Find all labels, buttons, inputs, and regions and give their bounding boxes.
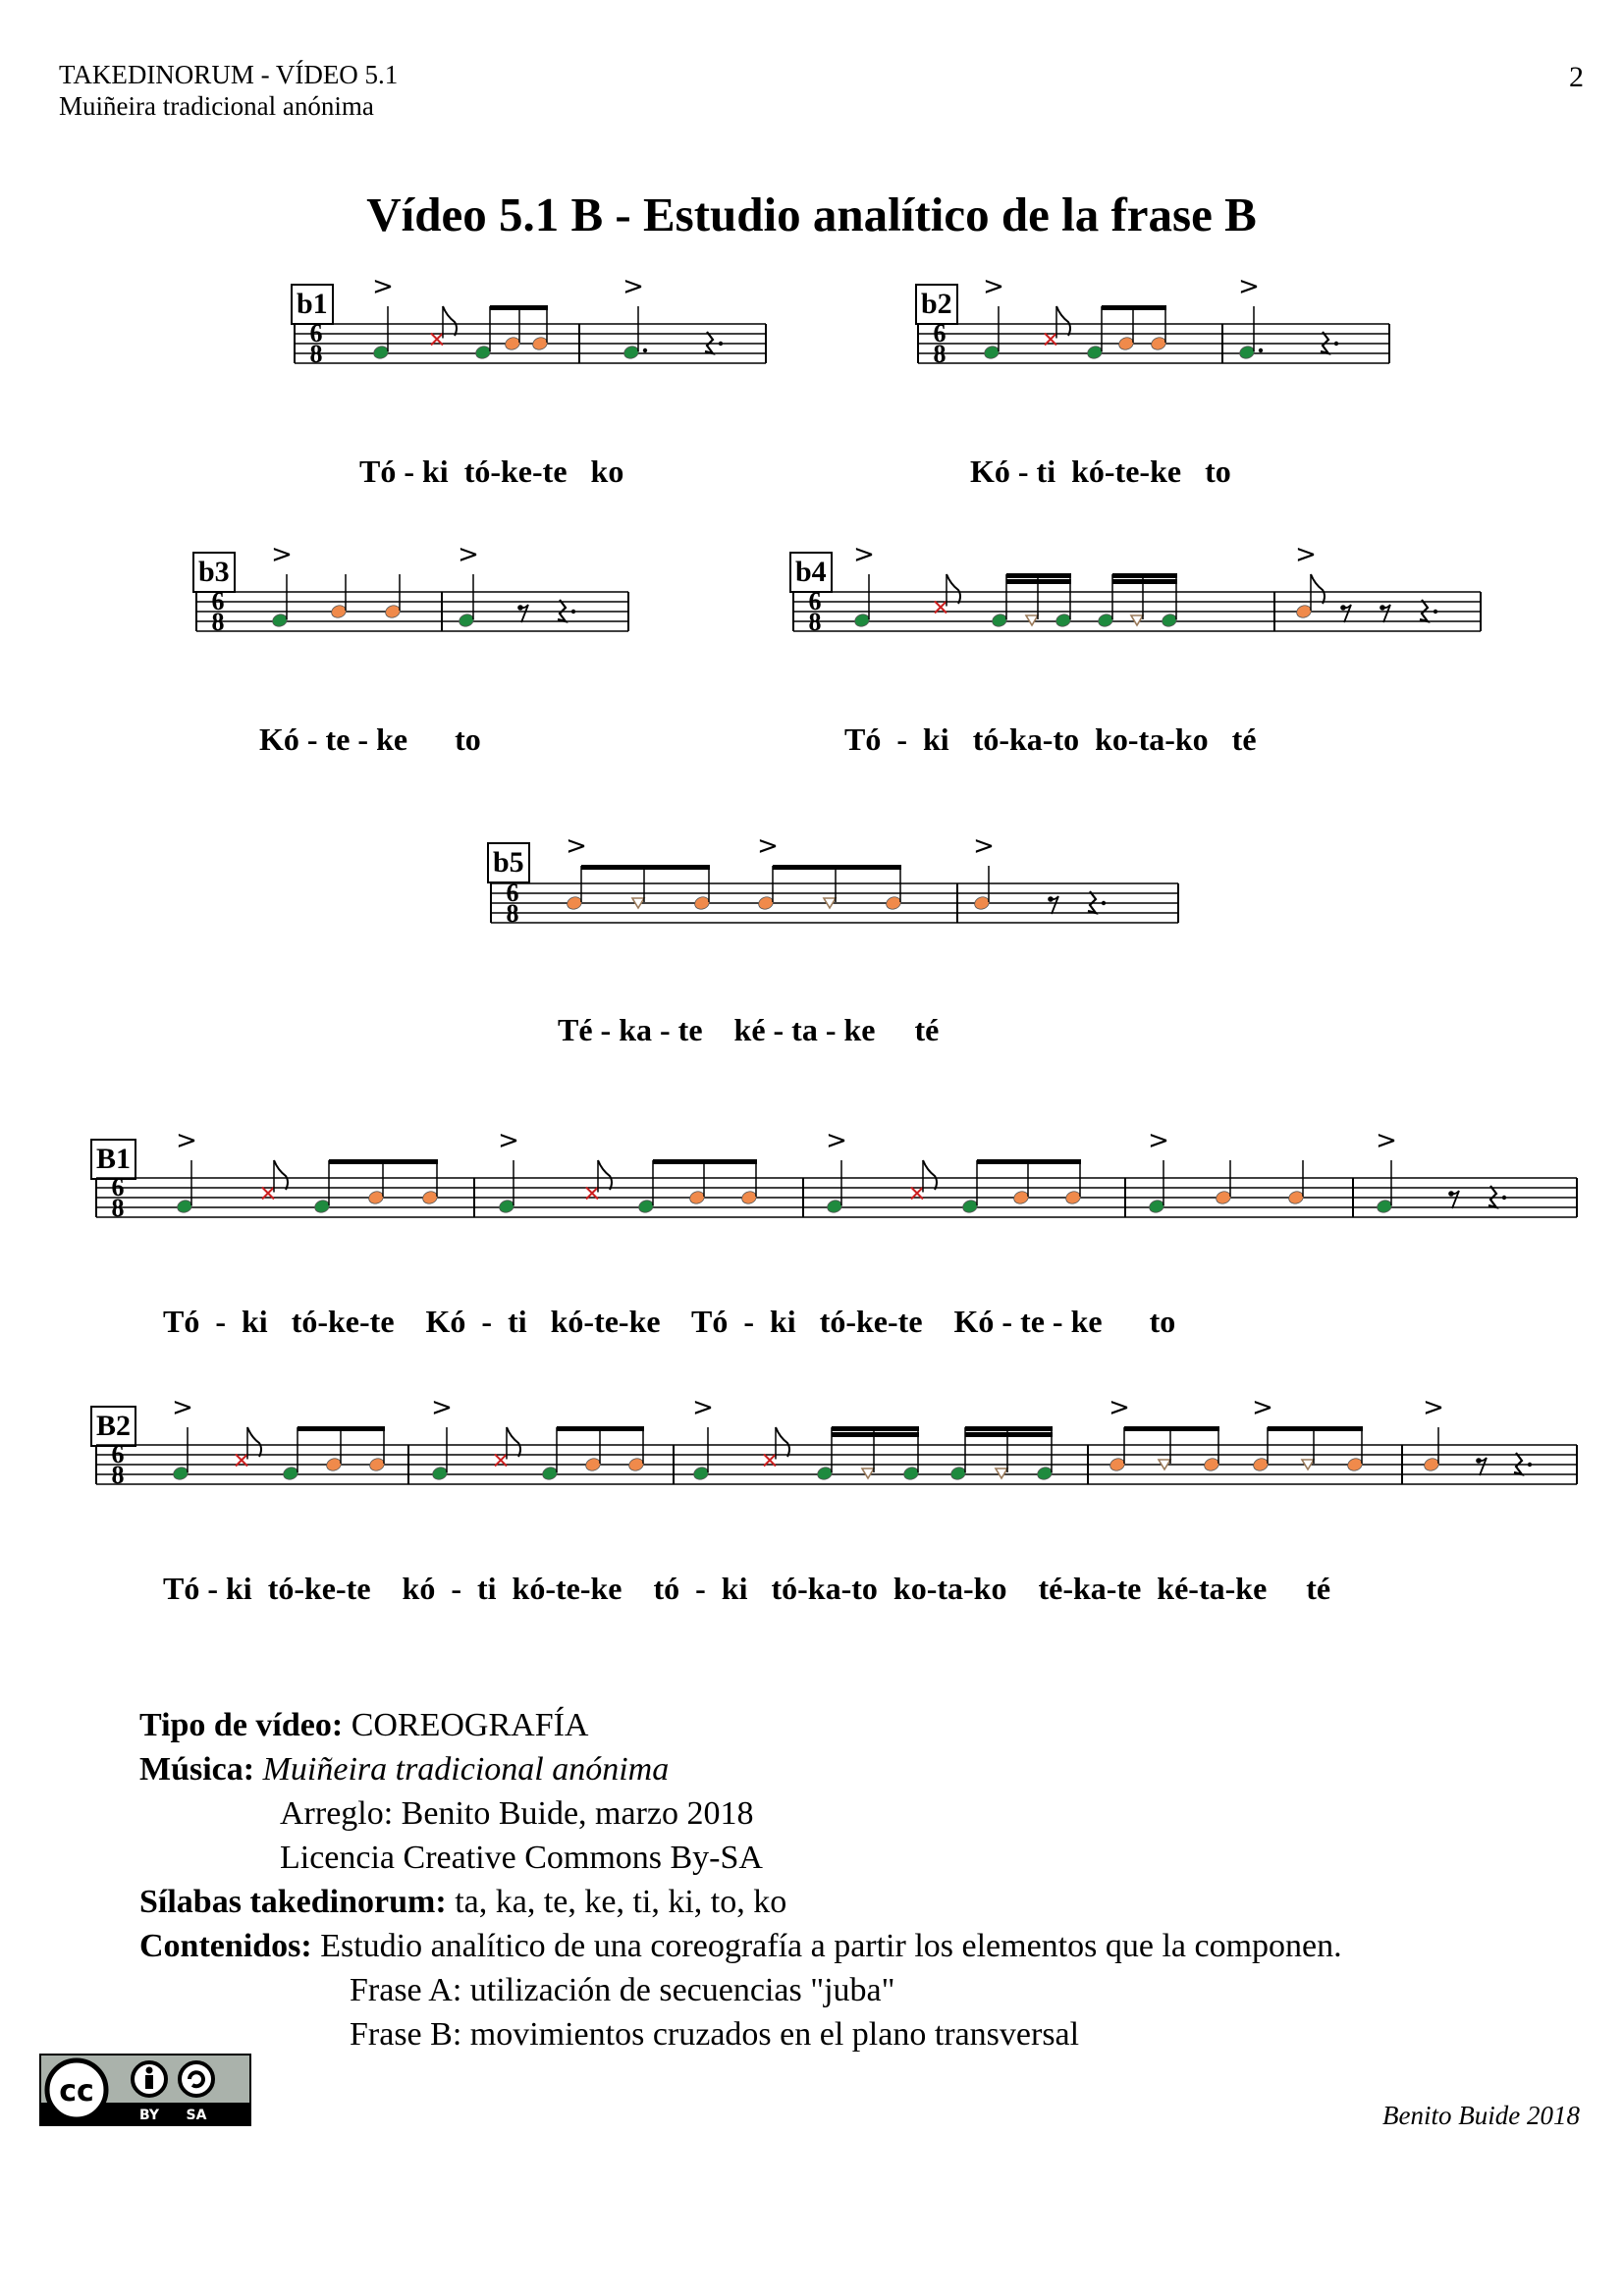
time-signature-bottom: 8 bbox=[211, 608, 225, 636]
accent-mark: > bbox=[498, 1126, 519, 1155]
rest-dot bbox=[1528, 1463, 1532, 1467]
time-signature-top: 6 bbox=[933, 319, 947, 347]
note-beam bbox=[1102, 305, 1166, 310]
accent-mark: > bbox=[757, 831, 779, 861]
rest-dot bbox=[719, 342, 723, 346]
time-signature-top: 6 bbox=[211, 587, 225, 615]
rest-dot bbox=[1334, 342, 1338, 346]
quarter-rest bbox=[1088, 891, 1096, 913]
ghost-note bbox=[1026, 615, 1038, 625]
author-signature: Benito Buide 2018 bbox=[1382, 2101, 1580, 2130]
note-beam bbox=[1112, 579, 1177, 584]
accent-mark: > bbox=[1252, 1393, 1273, 1422]
note-beam bbox=[965, 1426, 1053, 1431]
accent-mark: > bbox=[1238, 272, 1260, 301]
ghost-note bbox=[1131, 615, 1143, 625]
accent-mark: > bbox=[1148, 1126, 1169, 1155]
rest-dot bbox=[571, 610, 575, 614]
phrase-label-B1: B1 bbox=[90, 1139, 136, 1180]
quarter-rest bbox=[1321, 332, 1328, 353]
phrase-label-b5: b5 bbox=[487, 842, 530, 883]
lyrics-b3: Kó - te - ke to bbox=[259, 721, 481, 757]
time-signature-bottom: 8 bbox=[309, 340, 323, 368]
accent-mark: > bbox=[622, 272, 644, 301]
lyrics-b2: Kó - ti kó-te-ke to bbox=[970, 454, 1231, 489]
note-beam bbox=[832, 1432, 919, 1437]
accent-mark: > bbox=[1423, 1393, 1444, 1422]
eighth-rest bbox=[1051, 896, 1058, 914]
note-beam bbox=[1112, 573, 1177, 578]
info-contenidos: Contenidos: Estudio analítico de una coreografía a partir los elementos que la componen. bbox=[139, 1928, 1342, 1964]
ghost-note bbox=[996, 1468, 1007, 1478]
phrase-label-b1: b1 bbox=[291, 284, 334, 325]
accent-mark: > bbox=[566, 831, 587, 861]
cc-icon: cc bbox=[59, 2074, 94, 2109]
quarter-rest bbox=[1488, 1186, 1496, 1207]
note-flag bbox=[1311, 574, 1325, 604]
page-title: Vídeo 5.1 B - Estudio analítico de la frase B bbox=[366, 187, 1257, 241]
accent-mark: > bbox=[973, 831, 995, 861]
note-beam bbox=[298, 1426, 385, 1431]
cc-license-badge bbox=[39, 2054, 251, 2126]
info-silabas: Sílabas takedinorum: ta, ka, te, ke, ti, ki, to, ko bbox=[139, 1884, 787, 1920]
lyrics-B1: Tó - ki tó-ke-te Kó - ti kó-te-ke Tó - ki tó-ke-te Kó - te - ke to bbox=[163, 1304, 1176, 1339]
eighth-rest bbox=[1343, 605, 1351, 622]
time-signature-bottom: 8 bbox=[111, 1194, 125, 1222]
accent-mark: > bbox=[271, 540, 293, 569]
eighth-rest bbox=[1382, 605, 1390, 622]
note-beam bbox=[1268, 1426, 1363, 1431]
accent-mark: > bbox=[172, 1393, 193, 1422]
staff-B1 bbox=[96, 1119, 1596, 1247]
staff-b2 bbox=[918, 265, 1409, 393]
piece-title: Muiñeira tradicional anónima bbox=[59, 91, 374, 121]
time-signature-bottom: 8 bbox=[933, 340, 947, 368]
video-info bbox=[139, 1703, 1342, 2056]
quarter-rest bbox=[1420, 600, 1428, 621]
note-beam bbox=[653, 1159, 757, 1164]
accent-mark: > bbox=[1109, 1393, 1130, 1422]
info-arreglo: Arreglo: Benito Buide, marzo 2018 bbox=[280, 1795, 754, 1832]
note-flag bbox=[776, 1427, 789, 1457]
eighth-rest bbox=[1451, 1191, 1459, 1208]
accent-mark: > bbox=[1295, 540, 1317, 569]
note-beam bbox=[965, 1432, 1053, 1437]
time-signature-top: 6 bbox=[506, 879, 519, 907]
phrase-label-B2: B2 bbox=[90, 1406, 136, 1447]
time-signature-top: 6 bbox=[309, 319, 323, 347]
cc-by-sa-logo bbox=[41, 2056, 249, 2124]
note-flag bbox=[923, 1160, 937, 1190]
lyrics-b5: Té - ka - te ké - ta - ke té bbox=[558, 1012, 940, 1047]
rest-dot bbox=[1502, 1196, 1506, 1200]
quarter-rest bbox=[558, 600, 566, 621]
time-signature-top: 6 bbox=[111, 1173, 125, 1201]
lyrics-b4: Tó - ki tó-ka-to ko-ta-ko té bbox=[844, 721, 1257, 757]
note-flag bbox=[443, 306, 457, 336]
note-beam bbox=[1124, 1426, 1219, 1431]
lyrics-B2: Tó - ki tó-ke-te kó - ti kó-te-ke tó - ki tó-ka-to ko-ta-ko té-ka-te ké-ta-ke té bbox=[163, 1571, 1331, 1606]
note-dot bbox=[1259, 348, 1263, 352]
time-signature-bottom: 8 bbox=[506, 899, 519, 928]
time-signature-bottom: 8 bbox=[111, 1461, 125, 1489]
staff-b4 bbox=[793, 533, 1500, 661]
time-signature-top: 6 bbox=[808, 587, 822, 615]
note-flag bbox=[507, 1427, 520, 1457]
staff-b5 bbox=[491, 825, 1198, 952]
accent-mark: > bbox=[853, 540, 875, 569]
accent-mark: > bbox=[176, 1126, 197, 1155]
note-beam bbox=[1006, 579, 1071, 584]
accent-mark: > bbox=[372, 272, 394, 301]
eighth-rest bbox=[1479, 1458, 1487, 1475]
quarter-rest bbox=[1514, 1453, 1522, 1474]
note-beam bbox=[1006, 573, 1071, 578]
phrase-label-b3: b3 bbox=[192, 552, 236, 593]
accent-mark: > bbox=[692, 1393, 714, 1422]
rest-dot bbox=[1434, 610, 1437, 614]
note-beam bbox=[977, 1159, 1081, 1164]
time-signature-bottom: 8 bbox=[808, 608, 822, 636]
info-tipo: Tipo de vídeo: COREOGRAFÍA bbox=[139, 1707, 589, 1743]
note-dot bbox=[643, 348, 647, 352]
note-beam bbox=[581, 865, 710, 870]
quarter-rest bbox=[705, 332, 713, 353]
note-flag bbox=[247, 1427, 261, 1457]
by-label: BY bbox=[138, 2108, 160, 2123]
phrase-label-b4: b4 bbox=[789, 552, 833, 593]
staff-B2 bbox=[96, 1386, 1596, 1514]
note-flag bbox=[1056, 306, 1070, 336]
accent-mark: > bbox=[983, 272, 1004, 301]
lyrics-b1: Tó - ki tó-ke-te ko bbox=[359, 454, 624, 489]
info-frase-a: Frase A: utilización de secuencias "juba" bbox=[350, 1972, 895, 2008]
note-flag bbox=[947, 574, 960, 604]
eighth-rest bbox=[520, 605, 528, 622]
info-musica: Música: Muiñeira tradicional anónima bbox=[139, 1751, 670, 1788]
page-number: 2 bbox=[1569, 61, 1584, 93]
running-header bbox=[59, 59, 398, 122]
time-signature-top: 6 bbox=[111, 1440, 125, 1468]
note-beam bbox=[773, 865, 901, 870]
note-beam bbox=[490, 305, 548, 310]
info-frase-b: Frase B: movimientos cruzados en el plano transversal bbox=[350, 2016, 1080, 2053]
series-title: TAKEDINORUM - VÍDEO 5.1 bbox=[59, 60, 399, 89]
note-beam bbox=[832, 1426, 919, 1431]
ghost-note bbox=[862, 1468, 874, 1478]
note-flag bbox=[274, 1160, 288, 1190]
accent-mark: > bbox=[1376, 1126, 1397, 1155]
note-beam bbox=[557, 1426, 644, 1431]
accent-mark: > bbox=[458, 540, 479, 569]
accent-mark: > bbox=[826, 1126, 847, 1155]
staff-b1 bbox=[295, 265, 785, 393]
note-flag bbox=[598, 1160, 612, 1190]
accent-mark: > bbox=[431, 1393, 453, 1422]
staff-b3 bbox=[196, 533, 648, 661]
rest-dot bbox=[1102, 901, 1106, 905]
phrase-label-b2: b2 bbox=[915, 284, 958, 325]
sa-label: SA bbox=[186, 2108, 207, 2123]
info-licencia: Licencia Creative Commons By-SA bbox=[280, 1840, 763, 1876]
note-beam bbox=[329, 1159, 438, 1164]
